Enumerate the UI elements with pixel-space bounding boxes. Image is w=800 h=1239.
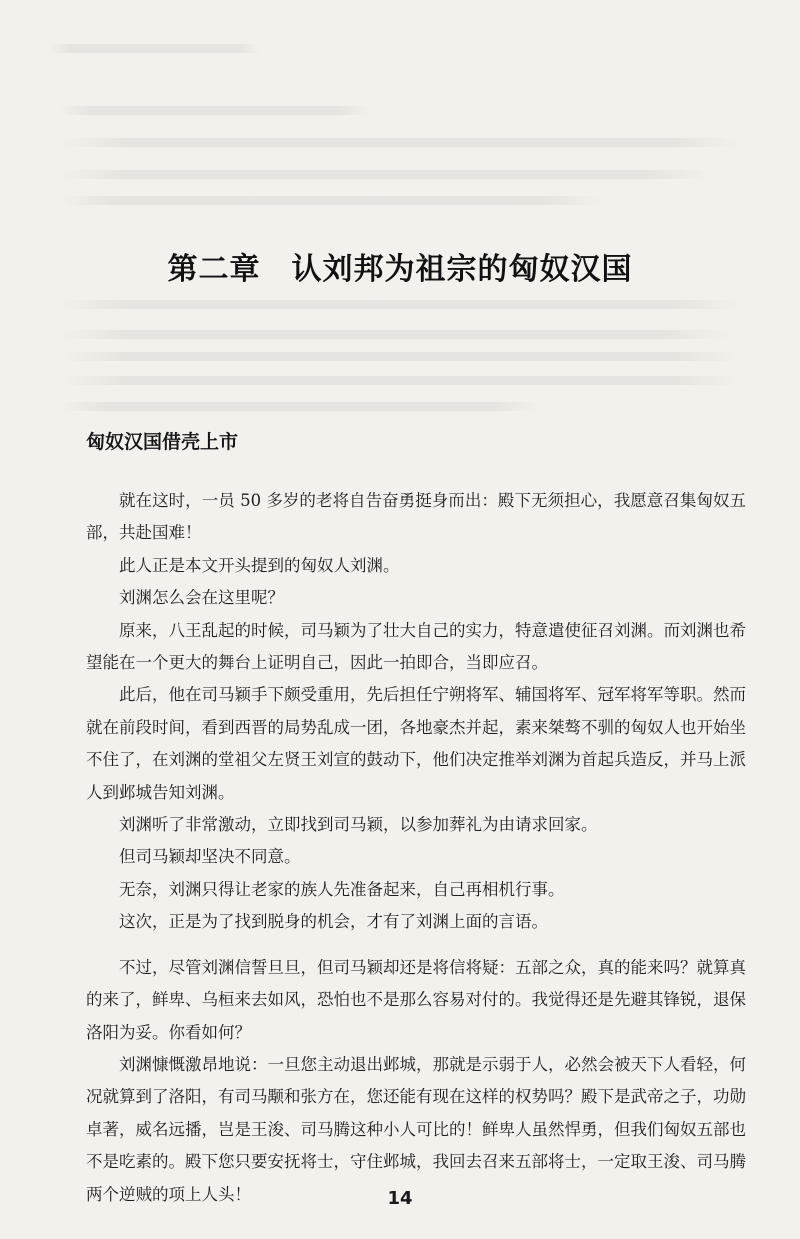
chapter-title: 第二章 认刘邦为祖宗的匈奴汉国 <box>167 252 633 287</box>
paragraph: 此人正是本文开头提到的匈奴人刘渊。 <box>119 555 400 575</box>
paragraph: 刘渊听了非常激动，立即找到司马颖，以参加葬礼为由请求回家。 <box>119 815 598 835</box>
paragraph: 就在这时，一员 50 多岁的老将自告奋勇挺身而出：殿下无须担心，我愿意召集匈奴五部，共赴国难！ <box>86 491 746 543</box>
page-number: 14 <box>387 1188 413 1209</box>
body-text <box>86 485 746 1211</box>
paragraph: 刘渊怎么会在这里呢？ <box>119 588 284 608</box>
paragraph: 这次，正是为了找到脱身的机会，才有了刘渊上面的言语。 <box>119 912 548 932</box>
paragraph: 此后，他在司马颖手下颇受重用，先后担任宁朔将军、辅国将军、冠军将军等职。然而就在前段时间，看到西晋的局势乱成一团，各地豪杰并起，素来桀骜不驯的匈奴人也开始坐不住了，在刘渊的堂祖父左贤王刘宣的鼓动下，他们决定推举刘渊为首起兵造反，并马上派人到邺城告知刘渊。 <box>86 685 746 802</box>
section-title: 匈奴汉国借壳上市 <box>86 431 239 453</box>
paragraph: 无奈，刘渊只得让老家的族人先准备起来，自己再相机行事。 <box>119 879 565 899</box>
paragraph: 但司马颖却坚决不同意。 <box>119 847 301 867</box>
paragraph: 原来，八王乱起的时候，司马颖为了壮大自己的实力，特意遣使征召刘渊。而刘渊也希望能在一个更大的舞台上证明自己，因此一拍即合，当即应召。 <box>86 620 746 673</box>
paragraph: 不过，尽管刘渊信誓旦旦，但司马颖却还是将信将疑：五部之众，真的能来吗？就算真的来了，鲜卑、乌桓来去如风，恐怕也不是那么容易对付的。我觉得还是先避其锋锐，退保洛阳为妥。你看如何？ <box>86 957 746 1042</box>
paragraph: 刘渊慷慨激昂地说：一旦您主动退出邺城，那就是示弱于人，必然会被天下人看轻，何况就算到了洛阳，有司马颙和张方在，您还能有现在这样的权势吗？殿下是武帝之子，功勋卓著，威名远播，岂是王浚、司马腾这种小人可比的！鲜卑人虽然悍勇，但我们匈奴五部也不是吃素的。殿下您只要安抚将士，守住邺城，我回去召来五部将士，一定取王浚、司马腾两个逆贼的项上人头！ <box>86 1054 746 1204</box>
